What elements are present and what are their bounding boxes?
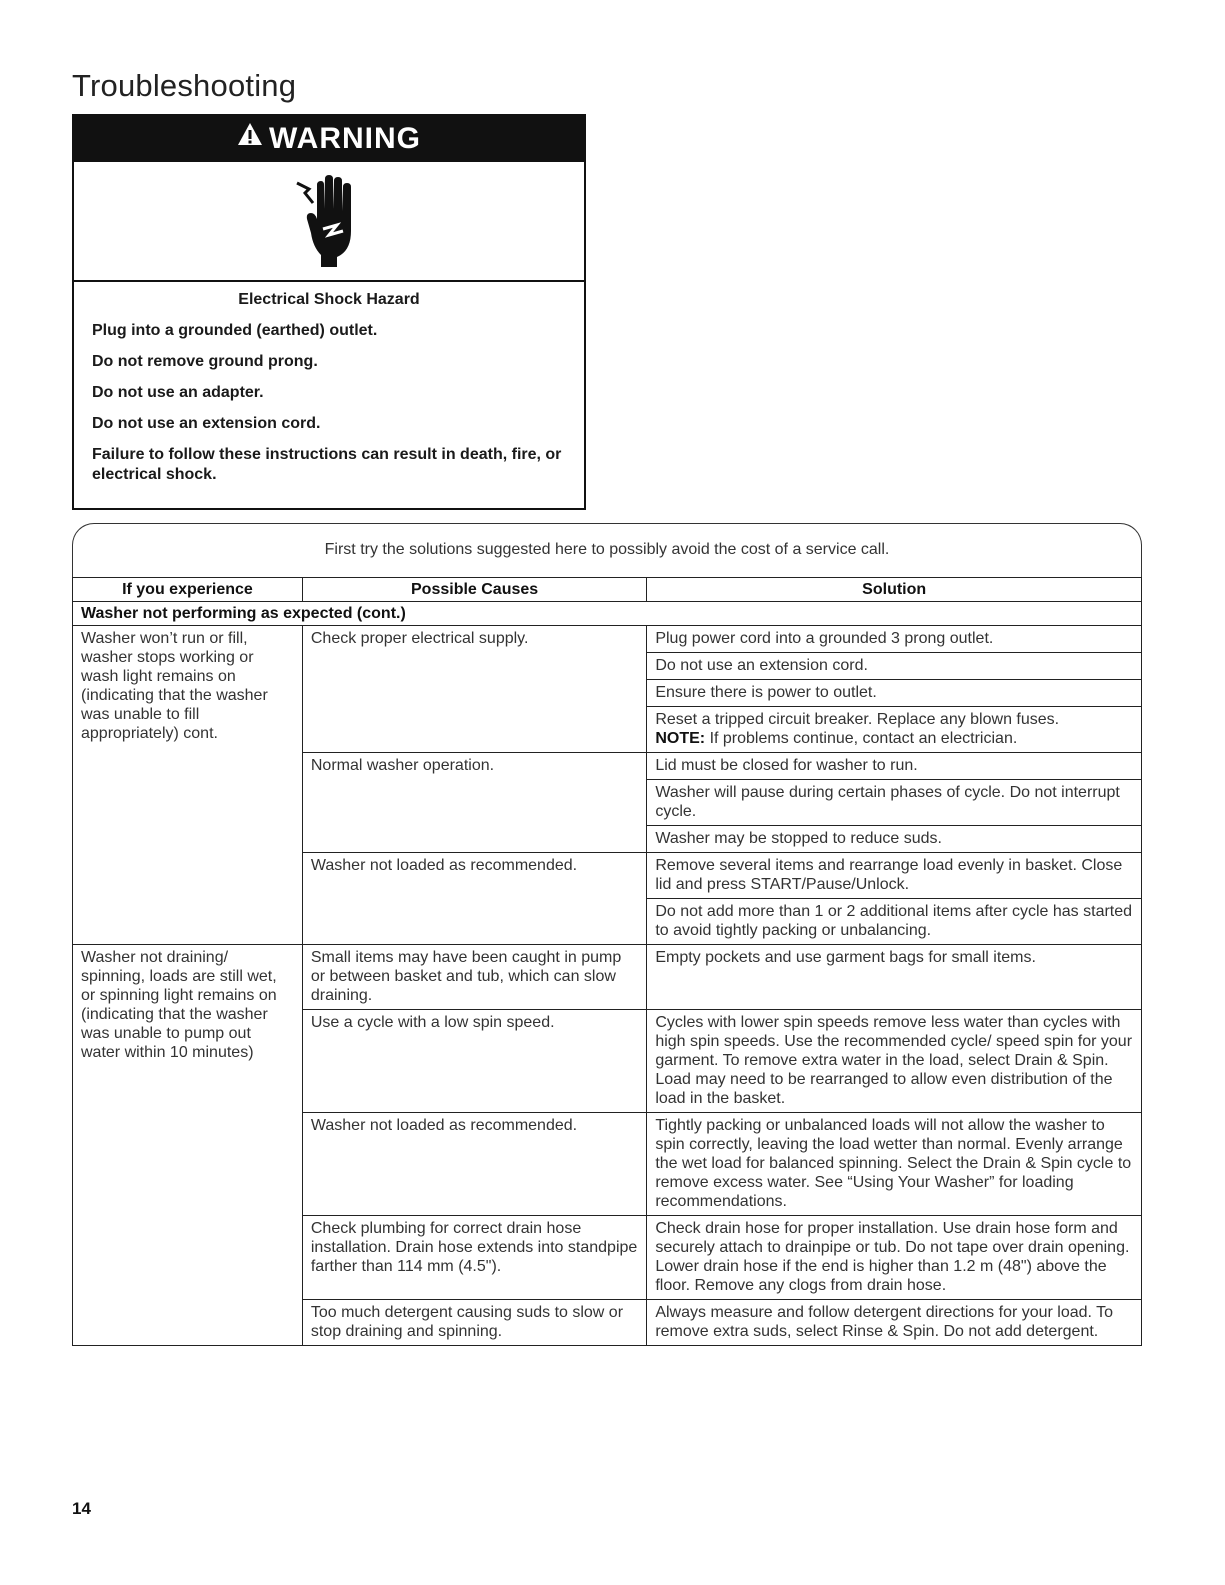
solution-text: Reset a tripped circuit breaker. Replace any blown fuses.: [655, 711, 1060, 728]
experience-cell: Washer not draining/ spinning, loads are still wet, or spinning light remains on (indicating that the washer was unable to pump out water within 10 minutes): [73, 945, 303, 1346]
solution-cell: Always measure and follow detergent directions for your load. To remove extra suds, select Rinse & Spin. Do not add detergent.: [647, 1300, 1142, 1346]
table-row: [73, 945, 1142, 1010]
solution-cell: Washer may be stopped to reduce suds.: [647, 826, 1142, 853]
cause-cell: Washer not loaded as recommended.: [302, 1113, 646, 1216]
troubleshooting-table: [72, 577, 1142, 1346]
table-header-row: [73, 578, 1142, 602]
electrical-shock-hand-icon: [289, 171, 369, 271]
cause-cell: Check proper electrical supply.: [302, 626, 646, 753]
warning-line: Do not use an extension cord.: [92, 415, 321, 432]
cause-cell: Small items may have been caught in pump or between basket and tub, which can slow draining.: [302, 945, 646, 1010]
page-title: Troubleshooting: [72, 68, 297, 103]
solution-cell: Empty pockets and use garment bags for small items.: [647, 945, 1142, 1010]
solution-cell: Check drain hose for proper installation. Use drain hose form and securely attach to drainpipe or tub. Do not tape over drain opening. Lower drain hose if the end is higher than 1.2 m (48") above the floor. Remove any clogs from drain hose.: [647, 1216, 1142, 1300]
solution-cell: Tightly packing or unbalanced loads will not allow the washer to spin correctly, leaving the load wetter than normal. Evenly arrange the wet load for balanced spinning. Select the Drain & Spin cycle to remove excess water. See “Using Your Washer” for loading recommendations.: [647, 1113, 1142, 1216]
solution-cell: Plug power cord into a grounded 3 prong outlet.: [647, 626, 1142, 653]
warning-line: Do not remove ground prong.: [92, 353, 318, 370]
cause-cell: Check plumbing for correct drain hose installation. Drain hose extends into standpipe farther than 114 mm (4.5").: [302, 1216, 646, 1300]
warning-icon-area: [74, 162, 584, 282]
solution-cell: Do not add more than 1 or 2 additional items after cycle has started to avoid tightly packing or unbalancing.: [647, 899, 1142, 945]
solution-cell: Remove several items and rearrange load evenly in basket. Close lid and press START/Pause/Unlock.: [647, 853, 1142, 899]
header-experience: If you experience: [73, 578, 303, 602]
solution-cell: [647, 707, 1142, 753]
cause-cell: Too much detergent causing suds to slow or stop draining and spinning.: [302, 1300, 646, 1346]
table-row: [73, 626, 1142, 653]
note-label: NOTE:: [655, 730, 706, 747]
solution-cell: Washer will pause during certain phases of cycle. Do not interrupt cycle.: [647, 780, 1142, 826]
solution-cell: Lid must be closed for washer to run.: [647, 753, 1142, 780]
warning-line: Failure to follow these instructions can result in death, fire, or electrical shock.: [92, 446, 562, 483]
experience-cell: Washer won’t run or fill, washer stops working or wash light remains on (indicating that the washer was unable to fill appropriately) cont.: [73, 626, 303, 945]
note-text: If problems continue, contact an electrician.: [709, 730, 1018, 747]
header-solution: Solution: [647, 578, 1142, 602]
hazard-title: Electrical Shock Hazard: [238, 291, 420, 308]
section-row: [73, 602, 1142, 626]
warning-line: Do not use an adapter.: [92, 384, 264, 401]
solution-cell: Do not use an extension cord.: [647, 653, 1142, 680]
solution-cell: Cycles with lower spin speeds remove less water than cycles with high spin speeds. Use the recommended cycle/ speed spin for your garment. To remove extra water in the load, select Drain & Spin. Load may need to be rearranged to allow even distribution of the load in the basket.: [647, 1010, 1142, 1113]
page-number: 14: [72, 1499, 91, 1518]
warning-box: [72, 114, 586, 510]
warning-line: Plug into a grounded (earthed) outlet.: [92, 322, 378, 339]
section-title: Washer not performing as expected (cont.): [73, 602, 1142, 626]
intro-text: First try the solutions suggested here to possibly avoid the cost of a service call.: [324, 541, 890, 558]
warning-triangle-icon: [237, 114, 263, 160]
warning-text: [74, 282, 584, 485]
solution-cell: Ensure there is power to outlet.: [647, 680, 1142, 707]
warning-header: [74, 116, 584, 162]
header-causes: Possible Causes: [302, 578, 646, 602]
cause-cell: Washer not loaded as recommended.: [302, 853, 646, 945]
cause-cell: Use a cycle with a low spin speed.: [302, 1010, 646, 1113]
warning-header-text: WARNING: [269, 122, 421, 155]
cause-cell: Normal washer operation.: [302, 753, 646, 853]
